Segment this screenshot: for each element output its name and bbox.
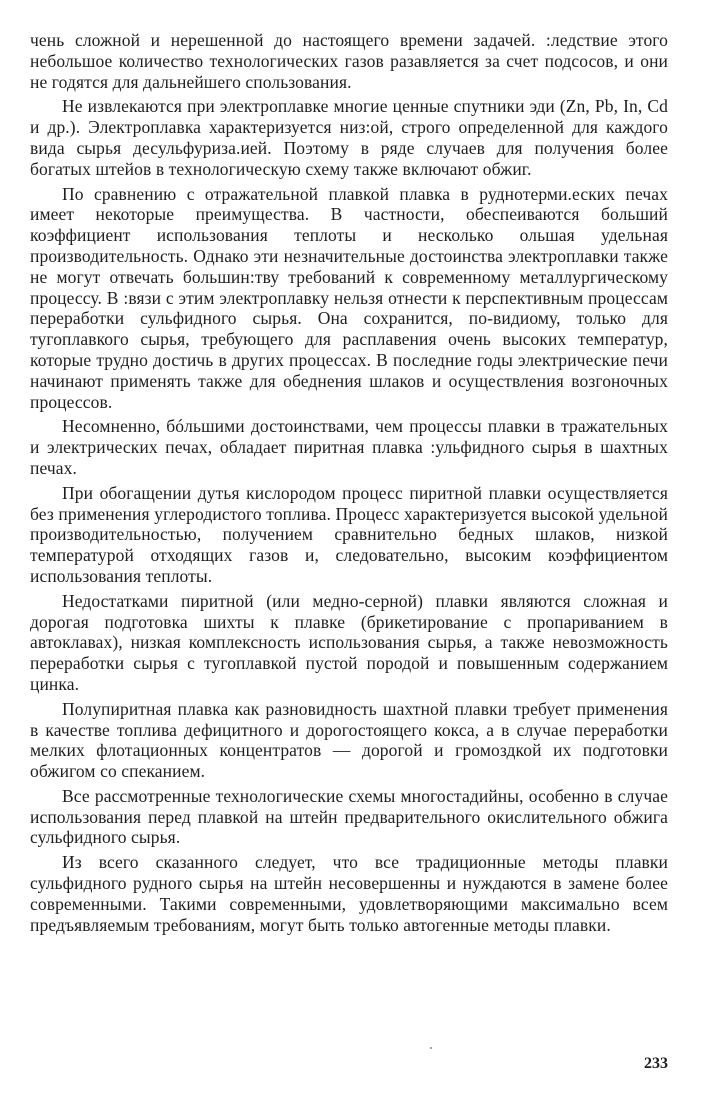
paragraph: Не извлекаются при электроплавке многие ценные спутники эди (Zn, Pb, In, Cd и др.). Электроплавка характеризуется низ:ой, строго определенной для каждого вида сырья десульфуриза.ией. Поэтому в ряде случаев для получения более богатых штейов в технологическую схему также включают обжиг. (30, 96, 668, 179)
document-page (30, 30, 668, 939)
paragraph: По сравнению с отражательной плавкой плавка в руднотерми.еских печах имеет некоторые преимущества. В частности, обеспеиваются больший коэффициент использования теплоты и несколько ольшая удельная производительность. Однако эти незначительные достоинства электроплавки также не могут отвечать большин:тву требований к современному металлургическому процессу. В :вязи с этим электроплавку нельзя отнести к перспективным процессам переработки сульфидного сырья. Она сохранится, по-видиому, только для тугоплавкого сырья, требующего для расплавения очень высоких температур, которые трудно достичь в других процессах. В последние годы электрические печи начинают применять также для обеднения шлаков и осуществления возгоночных процессов. (30, 183, 668, 412)
paragraph: Полупиритная плавка как разновидность шахтной плавки требует применения в качестве топлива дефицитного и дорогостоящего кокса, а в случае переработки мелких флотационных концентратов — дорогой и громоздкой их подготовки обжигом со спеканием. (30, 698, 668, 782)
speck-mark (430, 1047, 432, 1049)
paragraph: Из всего сказанного следует, что все традиционные методы плавки сульфидного рудного сырья на штейн несовершенны и нуждаются в замене более современными. Такими современными, удовлетворяющими максимально всем предъявляемым требованиям, могут быть только автогенные методы плавки. (30, 852, 668, 935)
paragraph: чень сложной и нерешенной до настоящего времени задачей. :ледствие этого небольшое количество технологических газов разавляется за счет подсосов, и они не годятся для дальнейшего спользования. (30, 30, 668, 92)
paragraph: Все рассмотренные технологические схемы многостадийны, особенно в случае использования перед плавкой на штейн предварительного окислительного обжига сульфидного сырья. (30, 785, 668, 848)
paragraph: Несомненно, бóльшими достоинствами, чем процессы плавки в тражательных и электрических печах, обладает пиритная плавка :ульфидного сырья в шахтных печах. (30, 416, 668, 478)
page-number: 233 (644, 1055, 668, 1072)
paragraph: Недостатками пиритной (или медно-серной) плавки являются сложная и дорогая подготовка шихты к плавке (брикетирование с пропариванием в автоклавах), низкая комплексность использования сырья, а также невозможность переработки сырья с тугоплавкой пустой породой и повышенным содержанием цинка. (30, 590, 668, 694)
paragraph: При обогащении дутья кислородом процесс пиритной плавки осуществляется без применения углеродистого топлива. Процесс характеризуется высокой удельной производительностью, получением сравнительно бедных шлаков, низкой температурой отходящих газов и, следовательно, высоким коэффициентом использования теплоты. (30, 482, 668, 586)
